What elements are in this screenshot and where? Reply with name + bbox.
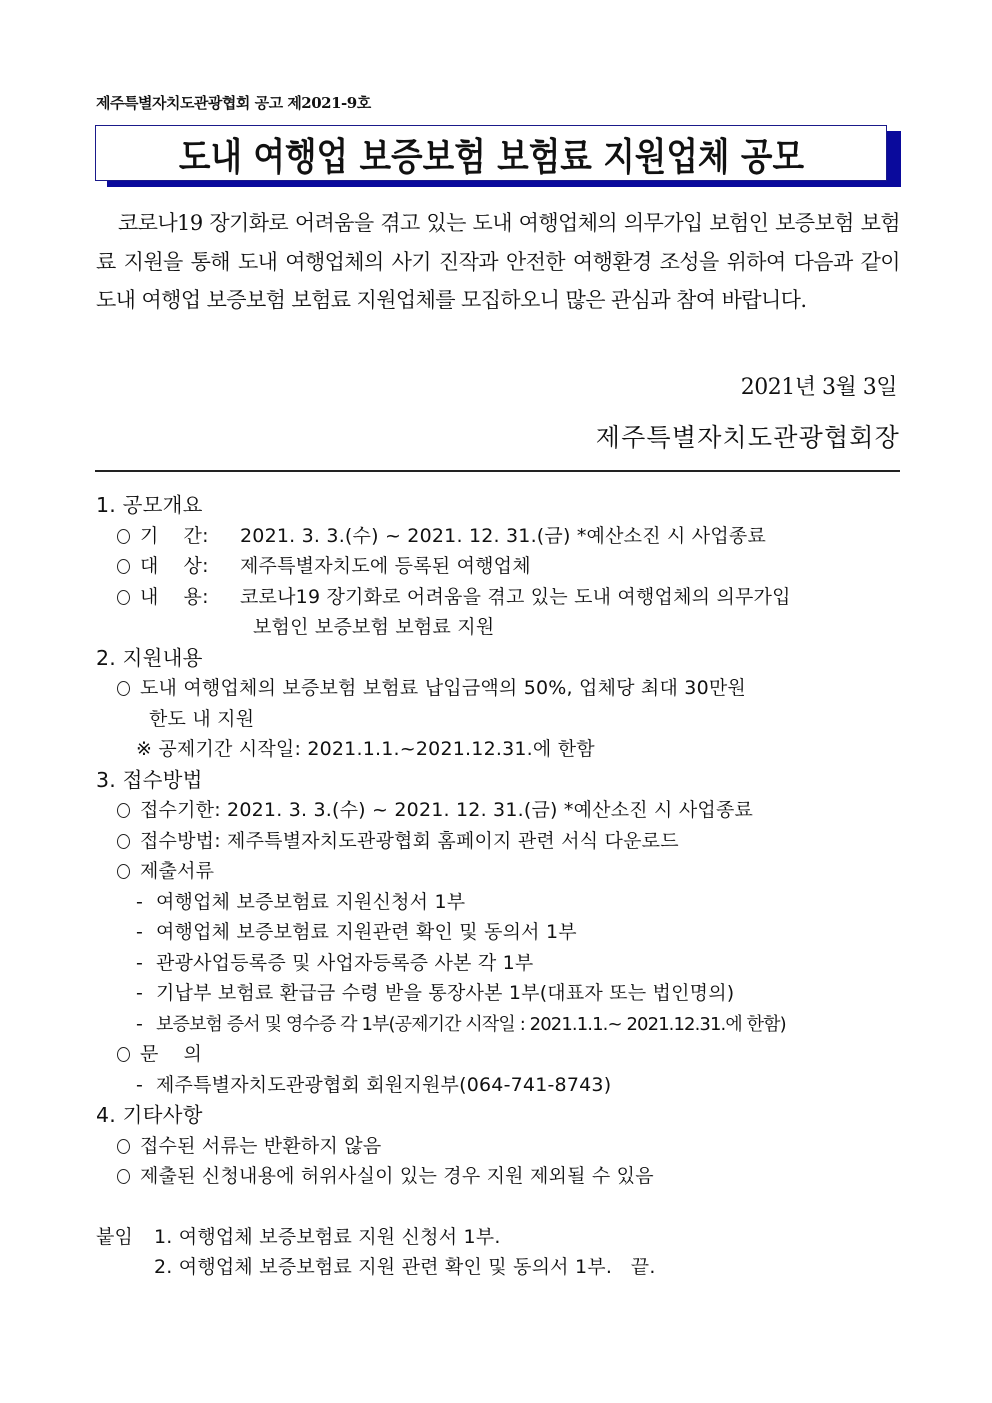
circle-bullet-icon [117, 590, 130, 605]
item-value: 2021. 3. 3.(수) ~ 2021. 12. 31.(금) *예산소진 시 사업종료 [240, 524, 766, 547]
item-label: 내 용: [140, 585, 209, 608]
item-value: 제주특별자치도에 등록된 여행업체 [240, 555, 531, 577]
document-text: 여행업체 보증보험료 지원관련 확인 및 동의서 1부 [156, 921, 577, 943]
document-item [96, 1009, 906, 1040]
list-item [96, 673, 906, 704]
divider [95, 470, 900, 472]
title-banner [95, 125, 887, 181]
spacer [96, 1192, 906, 1222]
notice-date: 2021년 3월 3일 [740, 375, 897, 400]
item-continuation: 한도 내 지원 [149, 707, 255, 730]
document-item [96, 917, 906, 948]
document-item [96, 948, 906, 979]
list-item [96, 1161, 906, 1192]
attachment-item [96, 1222, 906, 1253]
contact-label: 문 의 [140, 1043, 203, 1065]
circle-bullet-icon [117, 864, 130, 879]
item-value: 접수된 서류는 반환하지 않음 [140, 1134, 382, 1157]
circle-bullet-icon [117, 1139, 130, 1154]
section-heading: 4. 기타사항 [96, 1103, 203, 1127]
contact-item [96, 1070, 906, 1101]
attachment-text: 2. 여행업체 보증보험료 지원 관련 확인 및 동의서 1부. 끝. [154, 1256, 656, 1278]
list-item [96, 551, 906, 582]
item-label: 대 상: [140, 555, 209, 577]
document-item [96, 887, 906, 918]
list-item [96, 826, 906, 857]
circle-bullet-icon [117, 1047, 130, 1062]
notice-body [96, 490, 906, 1283]
item-value: 접수기한: 2021. 3. 3.(수) ~ 2021. 12. 31.(금) *예산소진 시 사업종료 [140, 799, 754, 821]
dash-bullet-icon: - [136, 982, 144, 1004]
signer-name: 제주특별자치도관광협회장 [595, 423, 900, 452]
circle-bullet-icon [117, 681, 130, 696]
attachment-item [96, 1252, 906, 1283]
list-item [96, 521, 906, 552]
document-text: 여행업체 보증보험료 지원신청서 1부 [156, 890, 466, 913]
item-continuation: 보험인 보증보험 보험료 지원 [253, 616, 495, 638]
item-value: 접수방법: 제주특별자치도관광협회 홈페이지 관련 서식 다운로드 [140, 829, 679, 852]
dash-bullet-icon: - [136, 890, 144, 913]
item-value: 도내 여행업체의 보증보험 보험료 납입금액의 50%, 업체당 최대 30만원 [140, 677, 746, 699]
list-item [96, 1131, 906, 1162]
list-item [96, 582, 906, 613]
document-text: 관광사업등록증 및 사업자등록증 사본 각 1부 [156, 951, 534, 974]
document-text: 기납부 보험료 환급금 수령 받을 통장사본 1부(대표자 또는 법인명의) [156, 982, 735, 1004]
circle-bullet-icon [117, 559, 130, 574]
circle-bullet-icon [117, 529, 130, 544]
reference-note: ※ 공제기간 시작일: 2021.1.1.~2021.12.31.에 한함 [136, 738, 595, 760]
item-value: 제출된 신청내용에 허위사실이 있는 경우 지원 제외될 수 있음 [140, 1165, 654, 1187]
dash-bullet-icon: - [136, 951, 144, 974]
section-heading: 2. 지원내용 [96, 645, 203, 670]
notice-number: 제주특별자치도관광협회 공고 제2021-9호 [96, 94, 371, 112]
list-item-contact [96, 1039, 906, 1070]
circle-bullet-icon [117, 834, 130, 849]
dash-bullet-icon: - [136, 1073, 144, 1096]
circle-bullet-icon [117, 803, 130, 818]
item-label: 기 간: [140, 524, 209, 547]
attachment-label: 붙임 [96, 1225, 134, 1248]
list-item [96, 856, 906, 887]
page-title: 도내 여행업 보증보험 보험료 지원업체 공모 [178, 134, 804, 179]
circle-bullet-icon [117, 1169, 130, 1184]
document-text: 보증보험 증서 및 영수증 각 1부(공제기간 시작일 : 2021.1.1.~ 2021.12.31.에 한함) [156, 1013, 786, 1035]
intro-paragraph-block [96, 204, 900, 320]
section-heading: 3. 접수방법 [96, 767, 203, 792]
contact-text: 제주특별자치도관광협회 회원지원부(064-741-8743) [156, 1073, 612, 1096]
dash-bullet-icon: - [136, 921, 144, 943]
document-item [96, 978, 906, 1009]
intro-paragraph: 코로나19 장기화로 어려움을 겪고 있는 도내 여행업체의 의무가입 보험인 보증보험 보험료 지원을 통해 도내 여행업체의 사기 진작과 안전한 여행환경 조성을 위하여 다음과 같이 도내 여행업 보증보험 보험료 지원업체를 모집하오니 많은 관심과 참여 바랍니다. [96, 211, 900, 312]
section-heading: 1. 공모개요 [96, 493, 203, 517]
dash-bullet-icon: - [136, 1012, 144, 1035]
list-item [96, 795, 906, 826]
attachment-text: 1. 여행업체 보증보험료 지원 신청서 1부. [154, 1225, 501, 1248]
title-box [95, 125, 887, 181]
item-value: 제출서류 [140, 860, 215, 882]
item-value: 코로나19 장기화로 어려움을 겪고 있는 도내 여행업체의 의무가입 [240, 585, 791, 608]
